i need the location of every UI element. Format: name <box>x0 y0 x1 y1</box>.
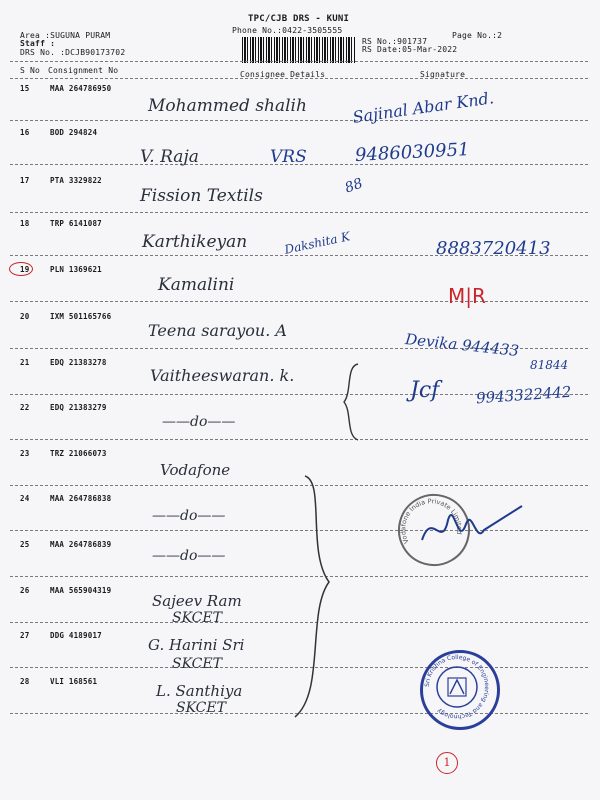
row-consignment: BOD 294824 <box>50 128 98 137</box>
consignee-name: Kamalini <box>158 275 235 295</box>
ditto-mark: ——do—— <box>152 548 226 564</box>
row-divider <box>10 212 588 213</box>
row-sno: 21 <box>20 358 30 367</box>
row-sno: 23 <box>20 449 30 458</box>
consignee-name: Mohammed shalih <box>148 96 307 116</box>
consignee-name: Vodafone <box>160 461 231 479</box>
row-divider <box>10 301 588 302</box>
row-sno: 16 <box>20 128 30 137</box>
row-sno: 22 <box>20 403 30 412</box>
row-sno: 17 <box>20 176 30 185</box>
signature: VRS <box>270 147 307 167</box>
signature-scribble: Jcf <box>410 378 440 403</box>
row-sno: 15 <box>20 84 30 93</box>
consignee-name: Vaitheeswaran. k. <box>150 366 295 385</box>
consignee-name: V. Raja <box>140 147 199 167</box>
col-sno: S No <box>20 66 41 75</box>
phone-number-handwritten: 9486030951 <box>354 139 471 166</box>
signature: Devika 944433 <box>404 330 520 360</box>
row-consignment: PTA 3329822 <box>50 176 102 185</box>
consignee-org: SKCET <box>172 610 222 626</box>
row-consignment: TRP 6141087 <box>50 219 102 228</box>
row-sno: 28 <box>20 677 30 686</box>
row-sno: 20 <box>20 312 30 321</box>
consignee-name: Sajeev Ram <box>152 592 242 610</box>
signature: 88 <box>342 175 366 197</box>
barcode <box>242 37 356 63</box>
college-stamp <box>420 650 500 730</box>
brace-icon <box>285 472 335 722</box>
row-consignment: DDG 4189017 <box>50 631 102 640</box>
signature: Sajinal Abar Knd. <box>351 88 495 127</box>
phone-number-handwritten: 9943322442 <box>475 382 572 408</box>
consignee-name: Teena sarayou. A <box>148 321 287 340</box>
signature-scribble <box>418 500 528 560</box>
doc-title: TPC/CJB DRS - KUNI <box>248 14 350 24</box>
ditto-mark: ——do—— <box>152 508 226 524</box>
row-consignment: PLN 1369621 <box>50 265 102 274</box>
divider <box>10 78 588 79</box>
col-consignee: Consignee Details <box>240 70 326 79</box>
row-sno: 26 <box>20 586 30 595</box>
page-mark: 1 <box>436 752 458 774</box>
row-sno: 24 <box>20 494 30 503</box>
divider <box>10 61 588 62</box>
row-sno: 18 <box>20 219 30 228</box>
signature: Dakshita K <box>283 229 352 257</box>
col-signature: Signature <box>420 70 466 79</box>
row-sno: 27 <box>20 631 30 640</box>
page-number: Page No.:2 <box>452 31 503 40</box>
circle-mark <box>9 262 33 276</box>
staff-label: Staff : <box>20 39 56 48</box>
row-consignment: MAA 565904319 <box>50 586 112 595</box>
consignee-name: L. Santhiya <box>156 682 243 700</box>
consignee-name: G. Harini Sri <box>148 636 245 654</box>
consignee-name: Karthikeyan <box>142 232 248 252</box>
consignee-org: SKCET <box>176 700 226 716</box>
row-consignment: MAA 264786838 <box>50 494 112 503</box>
row-consignment: MAA 264786839 <box>50 540 112 549</box>
delivery-mark: M|R <box>448 284 486 308</box>
phone-number-handwritten: 8883720413 <box>436 238 551 259</box>
row-divider <box>10 439 588 440</box>
rs-date: RS Date:05-Mar-2022 <box>362 45 458 54</box>
phone-number: Phone No.:0422-3505555 <box>232 26 343 35</box>
row-sno: 19 <box>20 265 30 274</box>
col-consignment: Consignment No <box>48 66 119 75</box>
row-consignment: TRZ 21066073 <box>50 449 107 458</box>
signature: 81844 <box>530 358 569 372</box>
area-label: Area :SUGUNA PURAM <box>20 31 111 40</box>
row-consignment: EDQ 21383279 <box>50 403 107 412</box>
row-divider <box>10 120 588 121</box>
row-consignment: EDQ 21383278 <box>50 358 107 367</box>
stamp-text: Vodafone India Private Limited <box>399 497 464 545</box>
consignee-name: Fission Textils <box>140 186 263 206</box>
row-consignment: IXM 501165766 <box>50 312 112 321</box>
rs-number: RS No.:901737 <box>362 37 428 46</box>
svg-text:Sri Krishna College of Enginee <box>424 654 490 720</box>
ditto-mark: ——do—— <box>162 414 236 430</box>
brace-icon <box>340 362 370 442</box>
row-consignment: VLI 168561 <box>50 677 98 686</box>
row-sno: 25 <box>20 540 30 549</box>
consignee-org: SKCET <box>172 656 222 672</box>
row-consignment: MAA 264786950 <box>50 84 112 93</box>
stamp-text: Sri Krishna College of Engineering and Technology <box>423 653 491 721</box>
drs-number: DRS No. :DCJB90173702 <box>20 48 126 57</box>
